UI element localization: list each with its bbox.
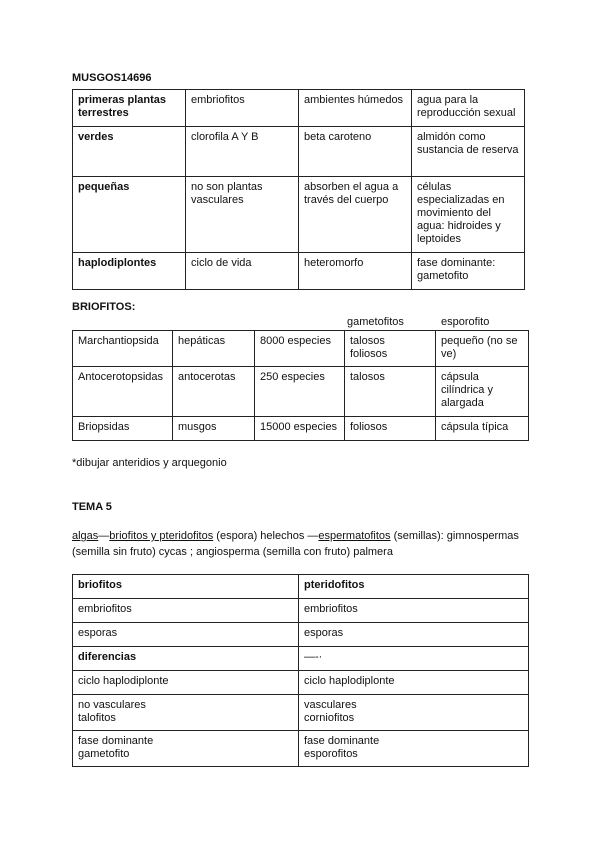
table-row bbox=[73, 417, 529, 441]
tema5-paragraph bbox=[72, 528, 532, 560]
table-cell: ciclo de vida bbox=[186, 253, 299, 290]
table-cell: musgos bbox=[173, 417, 255, 441]
table-row bbox=[73, 599, 529, 623]
table-row bbox=[73, 177, 525, 253]
table-cell: cápsula cilíndrica y alargada bbox=[436, 367, 529, 417]
table-cell: embriofitos bbox=[299, 599, 529, 623]
table-cell: diferencias bbox=[73, 647, 299, 671]
briofitos-table bbox=[72, 330, 529, 441]
table-cell: esporas bbox=[73, 623, 299, 647]
table-cell: ambientes húmedos bbox=[299, 90, 412, 127]
underlined-term: espermatofitos bbox=[318, 530, 391, 542]
table-cell: ciclo haplodiplonte bbox=[73, 671, 299, 695]
table-cell: briofitos bbox=[73, 575, 299, 599]
table-cell: pteridofitos bbox=[299, 575, 529, 599]
table-cell: Marchantiopsida bbox=[73, 331, 173, 367]
table-row bbox=[73, 731, 529, 767]
table-cell: absorben el agua a través del cuerpo bbox=[299, 177, 412, 253]
table-row bbox=[73, 575, 529, 599]
table-cell: embriofitos bbox=[186, 90, 299, 127]
table-row bbox=[73, 671, 529, 695]
table-cell: clorofila A Y B bbox=[186, 127, 299, 177]
table-row bbox=[73, 127, 525, 177]
table-row bbox=[73, 253, 525, 290]
table-cell: fase dominante gametofito bbox=[73, 731, 299, 767]
table-cell: haplodiplontes bbox=[73, 253, 186, 290]
table-row bbox=[73, 623, 529, 647]
table-cell: esporas bbox=[299, 623, 529, 647]
table-cell: no son plantas vasculares bbox=[186, 177, 299, 253]
table-cell: pequeño (no se ve) bbox=[436, 331, 529, 367]
underlined-term: algas bbox=[72, 530, 99, 542]
table-cell: pequeñas bbox=[73, 177, 186, 253]
table-cell: beta caroteno bbox=[299, 127, 412, 177]
table-cell: Briopsidas bbox=[73, 417, 173, 441]
tema5-title: TEMA 5 bbox=[72, 501, 112, 513]
table-cell: agua para la reproducción sexual bbox=[412, 90, 525, 127]
table-row bbox=[73, 331, 529, 367]
table-cell: 250 especies bbox=[255, 367, 345, 417]
table-cell: 15000 especies bbox=[255, 417, 345, 441]
table-cell: heteromorfo bbox=[299, 253, 412, 290]
table-row bbox=[73, 695, 529, 731]
table-cell: ciclo haplodiplonte bbox=[299, 671, 529, 695]
musgos-title: MUSGOS14696 bbox=[72, 72, 152, 84]
table-cell: 8000 especies bbox=[255, 331, 345, 367]
table-cell: fase dominante esporofitos bbox=[299, 731, 529, 767]
text-span: — bbox=[98, 530, 110, 542]
table-cell: talosos foliosos bbox=[345, 331, 436, 367]
table-cell: verdes bbox=[73, 127, 186, 177]
table-cell: hepáticas bbox=[173, 331, 255, 367]
text-span: (espora) helechos — bbox=[213, 530, 319, 542]
comparison-table bbox=[72, 574, 529, 767]
table-cell: células especializadas en movimiento del agua: hidroides y leptoides bbox=[412, 177, 525, 253]
table-row bbox=[73, 367, 529, 417]
table-cell: Antocerotopsidas bbox=[73, 367, 173, 417]
table-cell: primeras plantas terrestres bbox=[73, 90, 186, 127]
table-cell: vasculares corniofitos bbox=[299, 695, 529, 731]
column-label-gametofitos: gametofitos bbox=[347, 316, 404, 328]
musgos-table bbox=[72, 89, 525, 290]
table-cell: fase dominante: gametofito bbox=[412, 253, 525, 290]
underlined-term: briofitos y pteridofitos bbox=[109, 530, 214, 542]
table-cell: talosos bbox=[345, 367, 436, 417]
table-cell: antocerotas bbox=[173, 367, 255, 417]
table-cell: embriofitos bbox=[73, 599, 299, 623]
text-span: (semillas): gimnospermas (semilla sin fruto) cycas ; angiosperma (semilla con fruto) palmera bbox=[72, 530, 519, 558]
table-cell: almidón como sustancia de reserva bbox=[412, 127, 525, 177]
table-cell: —-· bbox=[299, 647, 529, 671]
note-text: *dibujar anteridios y arquegonio bbox=[72, 457, 227, 469]
column-label-esporofito: esporofito bbox=[441, 316, 490, 328]
table-cell: cápsula típica bbox=[436, 417, 529, 441]
table-row bbox=[73, 647, 529, 671]
table-row bbox=[73, 90, 525, 127]
table-cell: foliosos bbox=[345, 417, 436, 441]
briofitos-title: BRIOFITOS: bbox=[72, 301, 136, 313]
table-cell: no vasculares talofitos bbox=[73, 695, 299, 731]
